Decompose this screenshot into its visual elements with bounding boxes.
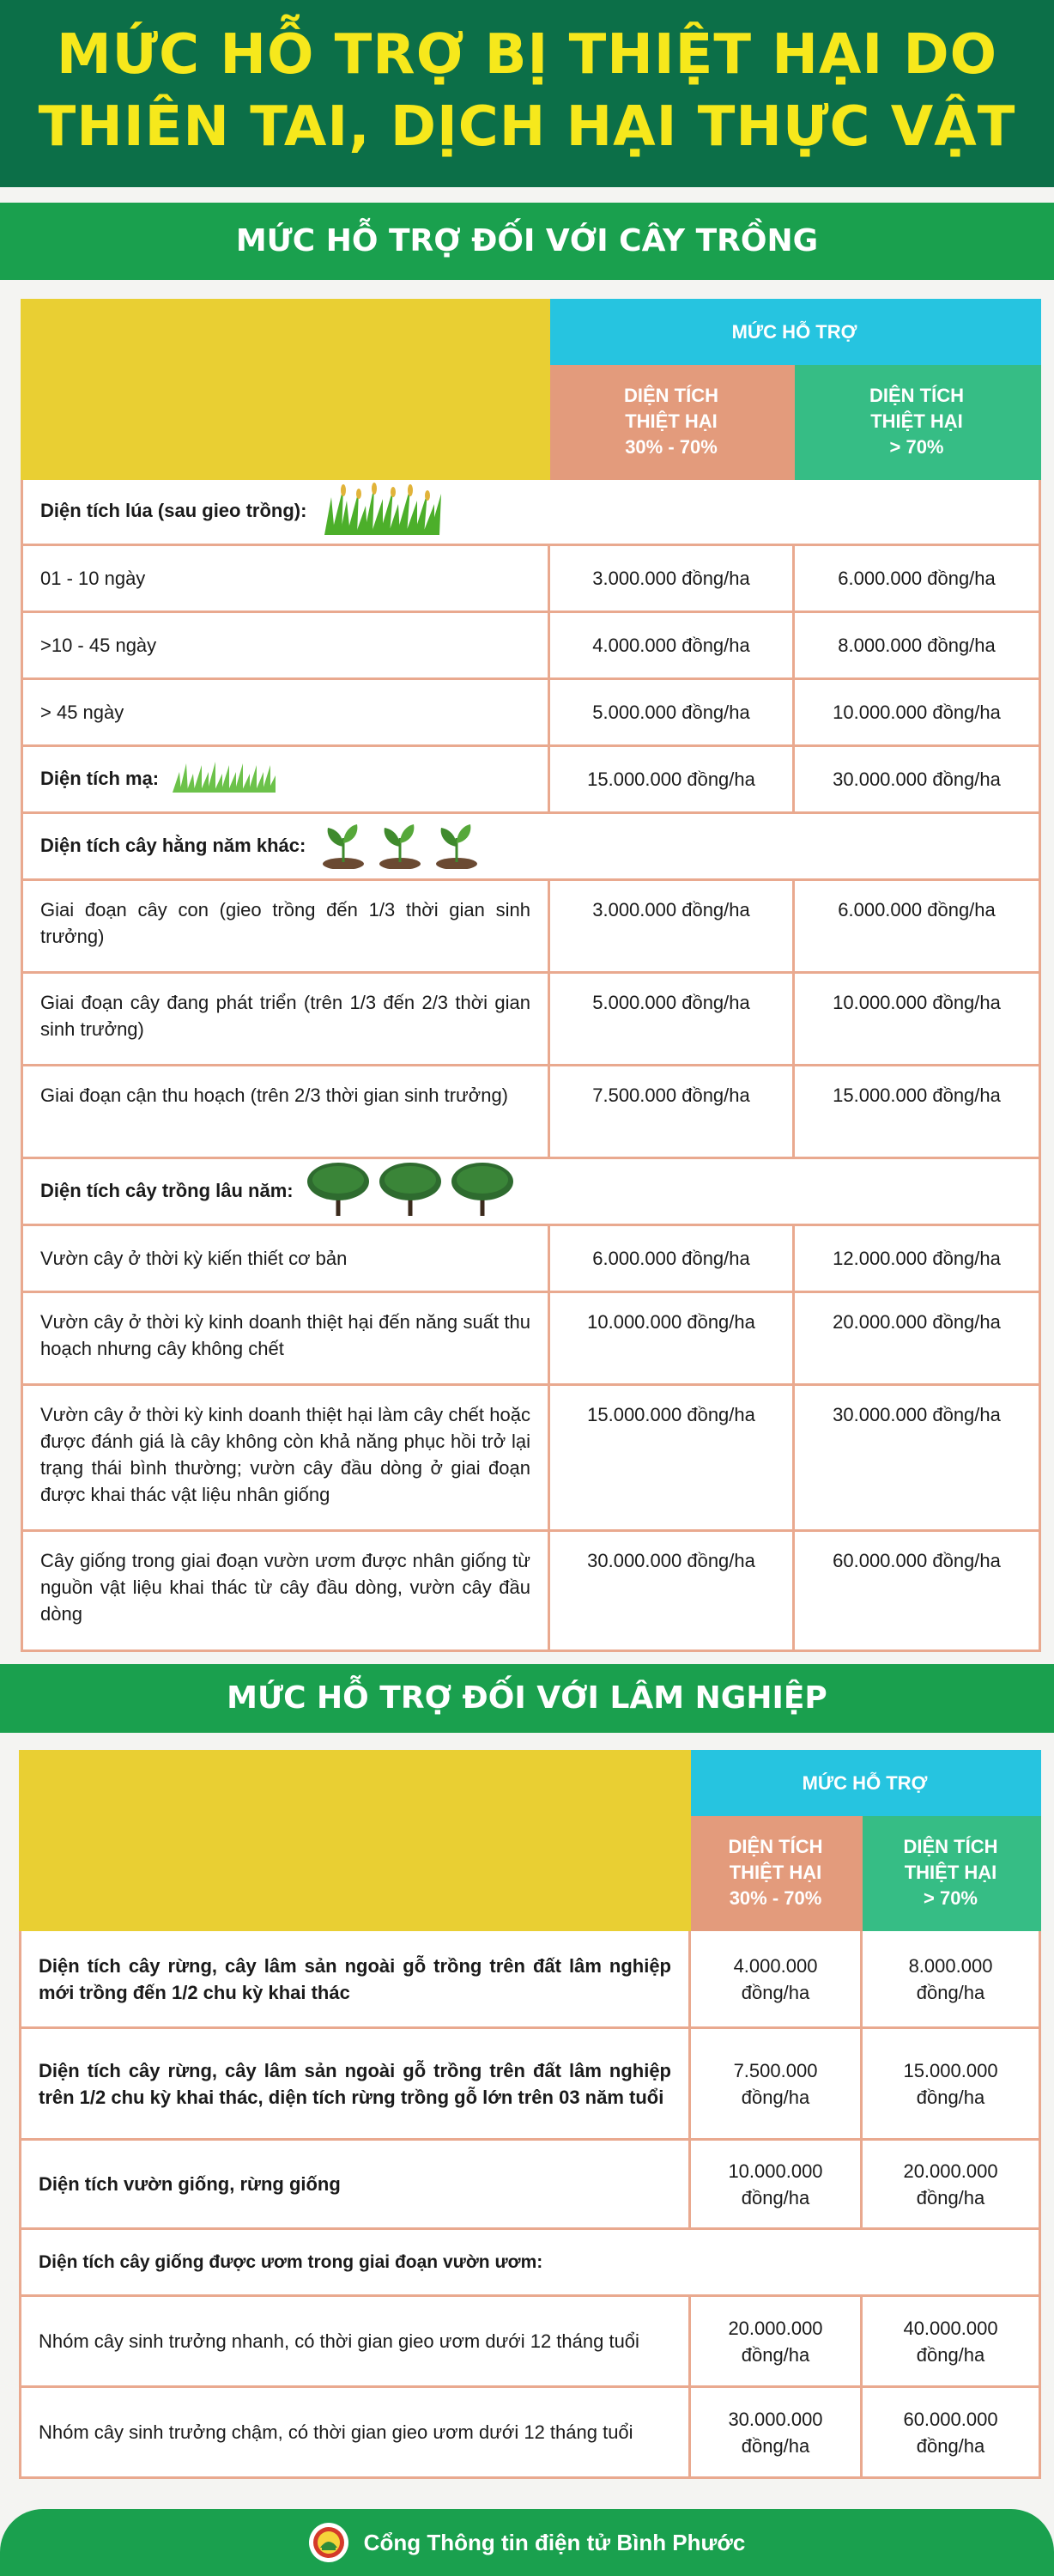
- table-row: [21, 2387, 1040, 2478]
- row-label: 01 - 10 ngày: [22, 545, 549, 612]
- row-label: Vườn cây ở thời kỳ kinh doanh thiệt hại đến năng suất thu hoạch nhưng cây không chết: [22, 1292, 549, 1385]
- value-30-70: 15.000.000 đồng/ha: [549, 1385, 794, 1531]
- value-30-70: 6.000.000 đồng/ha: [549, 1225, 794, 1292]
- table-row: [22, 1066, 1040, 1158]
- row-label: Diện tích cây rừng, cây lâm sản ngoài gỗ trồng trên đất lâm nghiệp trên 1/2 chu kỳ khai thác, diện tích rừng trồng gỗ lớn trên 03 năm tuổi: [21, 2028, 690, 2140]
- value-30-70: 7.500.000 đồng/ha: [690, 2028, 862, 2140]
- row-label: Diện tích cây rừng, cây lâm sản ngoài gỗ trồng trên đất lâm nghiệp mới trồng đến 1/2 chu kỳ khai thác: [21, 1930, 690, 2028]
- title-line-2: THIÊN TAI, DỊCH HẠI THỰC VẬT: [38, 95, 1016, 159]
- row-label: Nhóm cây sinh trưởng chậm, có thời gian gieo ươm dưới 12 tháng tuổi: [21, 2387, 690, 2478]
- value-over-70: 20.000.000 đồng/ha: [794, 1292, 1040, 1385]
- value-30-70: 7.500.000 đồng/ha: [549, 1066, 794, 1158]
- col-header-30-70: DIỆN TÍCH THIỆT HẠI 30% - 70%: [549, 364, 794, 479]
- table-row: [21, 2296, 1040, 2387]
- seedling-sprout-icon: [319, 817, 482, 876]
- support-level-header: MỨC HỖ TRỢ: [549, 301, 1040, 364]
- value-30-70: 5.000.000 đồng/ha: [549, 973, 794, 1066]
- row-label: Giai đoạn cận thu hoạch (trên 2/3 thời gian sinh trưởng): [22, 1066, 549, 1158]
- row-label: Giai đoạn cây đang phát triển (trên 1/3 đến 2/3 thời gian sinh trưởng): [22, 973, 549, 1066]
- value-over-70: 15.000.000 đồng/ha: [794, 1066, 1040, 1158]
- section-banner-crops: MỨC HỖ TRỢ ĐỐI VỚI CÂY TRỒNG: [0, 203, 1054, 280]
- value-over-70: 60.000.000 đồng/ha: [862, 2387, 1040, 2478]
- value-30-70: 4.000.000 đồng/ha: [690, 1930, 862, 2028]
- table-row: [22, 1225, 1040, 1292]
- value-30-70: 3.000.000 đồng/ha: [549, 880, 794, 973]
- value-over-70: 10.000.000 đồng/ha: [794, 973, 1040, 1066]
- col-header-over-70: DIỆN TÍCH THIỆT HẠI > 70%: [862, 1815, 1040, 1930]
- row-label: Nhóm cây sinh trưởng nhanh, có thời gian gieo ươm dưới 12 tháng tuổi: [21, 2296, 690, 2387]
- table-row: [22, 1531, 1040, 1651]
- rice-category: Diện tích lúa (sau gieo trồng):: [22, 479, 1040, 545]
- value-over-70: 6.000.000 đồng/ha: [794, 880, 1040, 973]
- value-30-70: 30.000.000 đồng/ha: [549, 1531, 794, 1651]
- page-header: [0, 0, 1054, 187]
- value-over-70: 10.000.000 đồng/ha: [794, 679, 1040, 746]
- value-30-70: 4.000.000 đồng/ha: [549, 612, 794, 679]
- header-yellow-block: [22, 301, 549, 479]
- value-30-70: 3.000.000 đồng/ha: [549, 545, 794, 612]
- value-over-70: 30.000.000 đồng/ha: [794, 746, 1040, 813]
- col-header-30-70: DIỆN TÍCH THIỆT HẠI 30% - 70%: [690, 1815, 862, 1930]
- value-over-70: 30.000.000 đồng/ha: [794, 1385, 1040, 1531]
- value-30-70: 30.000.000 đồng/ha: [690, 2387, 862, 2478]
- annual-crops-category: Diện tích cây hằng năm khác:: [22, 813, 1040, 880]
- row-label: Cây giống trong giai đoạn vườn ươm được nhân giống từ nguồn vật liệu khai thác từ cây đầu dòng, vườn cây đầu dòng: [22, 1531, 549, 1651]
- tree-icon: [307, 1161, 513, 1223]
- table-row: [22, 880, 1040, 973]
- table-row: [22, 746, 1040, 813]
- nursery-category: Diện tích cây giống được ươm trong giai đoạn vườn ươm:: [21, 2229, 1040, 2296]
- crop-support-table: [21, 299, 1041, 1652]
- table-row: [21, 2140, 1040, 2229]
- table-row: [22, 612, 1040, 679]
- grass-icon: [321, 482, 445, 542]
- value-over-70: 12.000.000 đồng/ha: [794, 1225, 1040, 1292]
- footer: [0, 2509, 1054, 2576]
- support-level-header: MỨC HỖ TRỢ: [690, 1752, 1040, 1815]
- page-title: [0, 19, 1054, 163]
- value-over-70: 20.000.000 đồng/ha: [862, 2140, 1040, 2229]
- row-label: Vườn cây ở thời kỳ kinh doanh thiệt hại làm cây chết hoặc được đánh giá là cây không còn khả năng phục hồi trở lại trạng thái bình thường; vườn cây đầu dòng ở giai đoạn được khai thác vật liệu nhân giống: [22, 1385, 549, 1531]
- value-over-70: 8.000.000 đồng/ha: [862, 1930, 1040, 2028]
- value-over-70: 15.000.000 đồng/ha: [862, 2028, 1040, 2140]
- value-over-70: 60.000.000 đồng/ha: [794, 1531, 1040, 1651]
- table-row: [22, 679, 1040, 746]
- seedling-category: Diện tích mạ:: [22, 746, 549, 813]
- title-line-1: MỨC HỖ TRỢ BỊ THIỆT HẠI DO: [56, 23, 998, 87]
- header-yellow-block: [21, 1752, 690, 1930]
- value-30-70: 15.000.000 đồng/ha: [549, 746, 794, 813]
- col-header-over-70: DIỆN TÍCH THIỆT HẠI > 70%: [794, 364, 1040, 479]
- value-over-70: 6.000.000 đồng/ha: [794, 545, 1040, 612]
- footer-text[interactable]: Cổng Thông tin điện tử Bình Phước: [363, 2529, 746, 2555]
- table-row: [22, 1385, 1040, 1531]
- table-row: [22, 545, 1040, 612]
- value-30-70: 10.000.000 đồng/ha: [690, 2140, 862, 2229]
- value-over-70: 40.000.000 đồng/ha: [862, 2296, 1040, 2387]
- value-30-70: 10.000.000 đồng/ha: [549, 1292, 794, 1385]
- value-over-70: 8.000.000 đồng/ha: [794, 612, 1040, 679]
- table-row: [22, 1292, 1040, 1385]
- section-banner-forestry: MỨC HỖ TRỢ ĐỐI VỚI LÂM NGHIỆP: [0, 1664, 1054, 1733]
- table-row: [21, 2028, 1040, 2140]
- row-label: >10 - 45 ngày: [22, 612, 549, 679]
- table-row: [22, 973, 1040, 1066]
- forestry-support-table: [19, 1750, 1041, 2479]
- row-label: Vườn cây ở thời kỳ kiến thiết cơ bản: [22, 1225, 549, 1292]
- perennial-crops-category: Diện tích cây trồng lâu năm:: [22, 1158, 1040, 1225]
- value-30-70: 5.000.000 đồng/ha: [549, 679, 794, 746]
- row-label: > 45 ngày: [22, 679, 549, 746]
- table-row: [21, 1930, 1040, 2028]
- row-label: Giai đoạn cây con (gieo trồng đến 1/3 thời gian sinh trưởng): [22, 880, 549, 973]
- portal-logo-icon: [309, 2523, 348, 2562]
- grass-icon: [173, 760, 276, 799]
- value-30-70: 20.000.000 đồng/ha: [690, 2296, 862, 2387]
- row-label: Diện tích vườn giống, rừng giống: [21, 2140, 690, 2229]
